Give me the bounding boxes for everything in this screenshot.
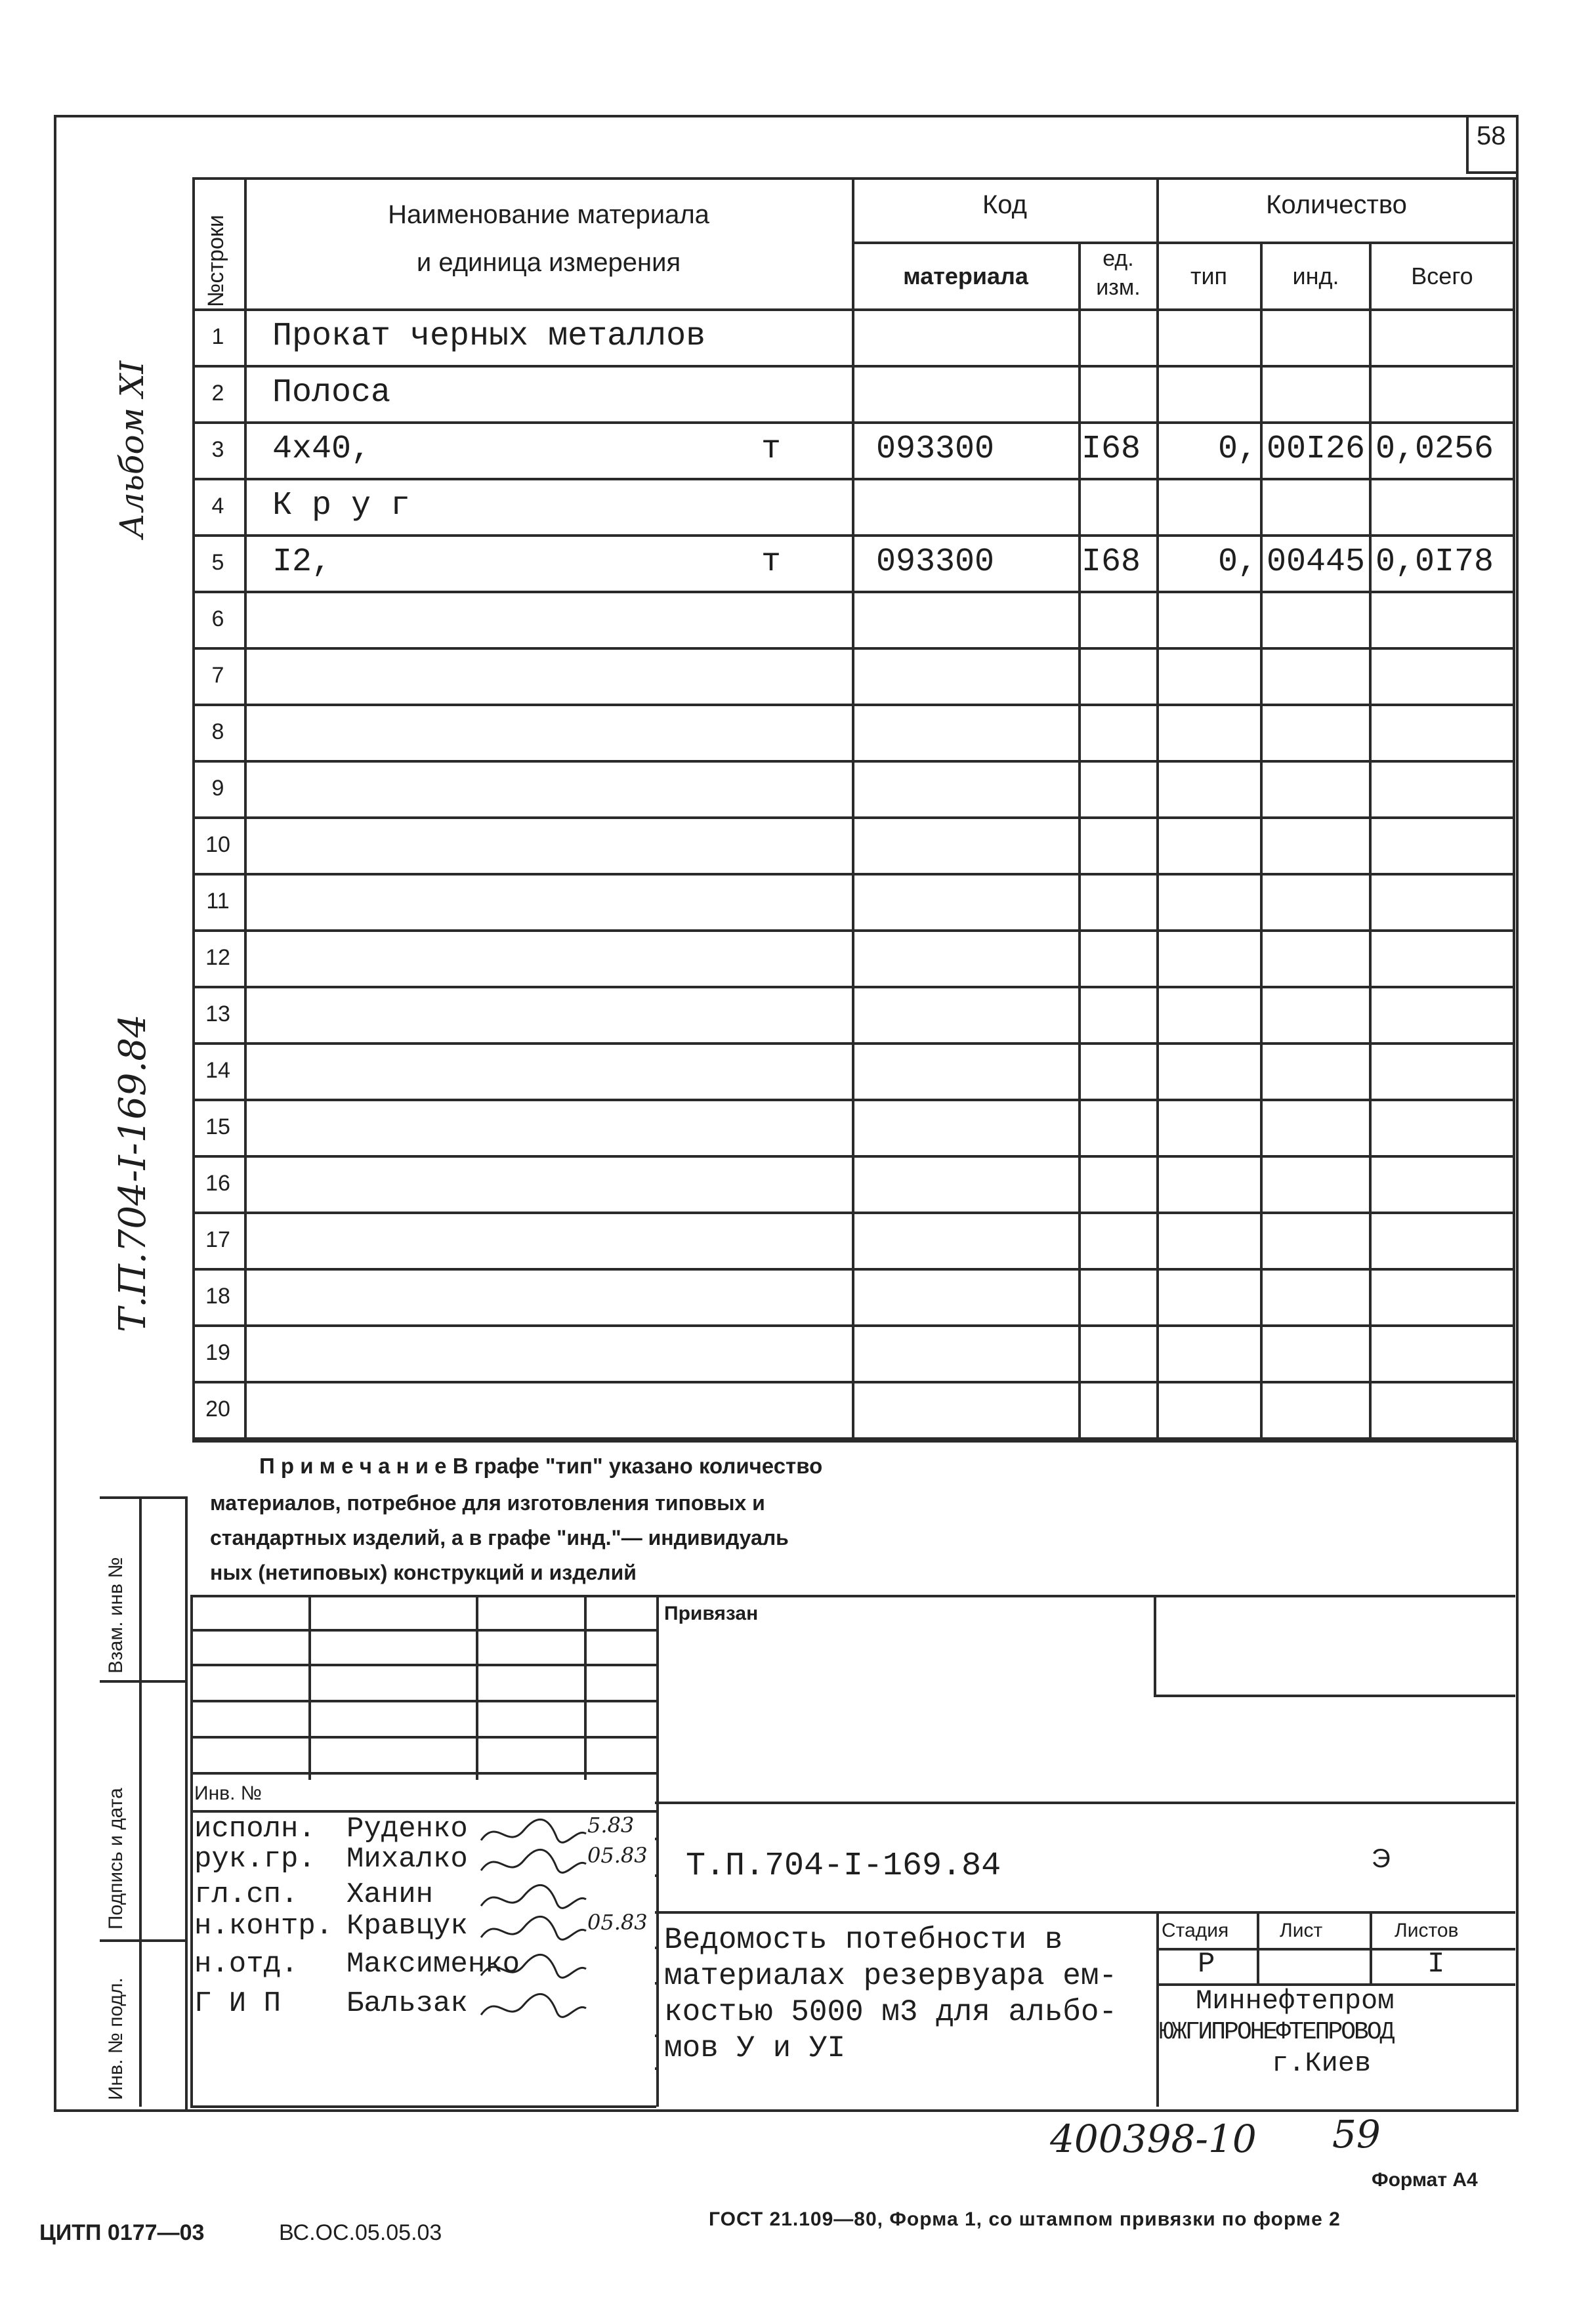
material-name: Прокат черных металлов: [272, 318, 706, 355]
row-separator: [192, 760, 1515, 763]
stamp-doc-code: Т.П.704-I-169.84: [686, 1847, 1001, 1885]
row-number: 9: [211, 776, 224, 801]
row-number: 3: [211, 437, 224, 462]
row-number: 18: [205, 1284, 230, 1309]
stamp-top-line: [190, 1595, 1515, 1597]
stamp-sheets-label: Листов: [1395, 1920, 1459, 1941]
format-label: Формат А4: [1372, 2169, 1478, 2191]
header-qty-ind: инд.: [1292, 263, 1339, 289]
side-col-replace-inv: Взам. инв №: [105, 1557, 127, 1674]
row-separator: [192, 1437, 1515, 1440]
material-name: I2,: [272, 543, 332, 581]
row-separator: [192, 421, 1515, 424]
qty-total: 0,0I78: [1376, 543, 1494, 581]
handwritten-page-number: 59: [1332, 2112, 1381, 2157]
stamp-name: Михалко: [346, 1843, 468, 1876]
stamp-name: Кравцук: [346, 1910, 468, 1943]
unit-of-measure: т: [761, 543, 782, 581]
stamp-privyazan: Привязан: [664, 1603, 759, 1624]
stamp-col-sheet: [1257, 1911, 1259, 1983]
header-sub-line: [852, 242, 1515, 244]
stamp-org-1: Миннефтепром: [1196, 1985, 1395, 2017]
stamp-date: 05.83: [587, 1910, 648, 1935]
stamp-col-sheets: [1370, 1911, 1372, 1983]
row-separator: [192, 647, 1515, 650]
row-separator: [192, 704, 1515, 706]
row-number: 15: [205, 1114, 230, 1139]
row-separator: [192, 1099, 1515, 1101]
qty-individual: 00445: [1267, 543, 1366, 581]
stamp-name: Бальзак: [346, 1987, 468, 2020]
stamp-org-3: г.Киев: [1272, 2048, 1372, 2079]
row-number: 14: [205, 1058, 230, 1083]
stamp-title-3: костью 5000 м3 для альбо-: [664, 1995, 1118, 2029]
row-number: 1: [211, 324, 224, 349]
stamp-sheets-value: I: [1427, 1948, 1445, 1981]
footer-right: ГОСТ 21.109—80, Форма 1, со штампом привязки по форме 2: [709, 2208, 1341, 2230]
material-name: Полоса: [272, 374, 391, 411]
stamp-role: Г И П: [194, 1987, 282, 2020]
header-code: Код: [982, 190, 1027, 219]
stamp-name: Максименко: [346, 1948, 520, 1981]
stamp-stage-value: Р: [1198, 1948, 1215, 1981]
stamp-doc-letter: Э: [1372, 1844, 1391, 1873]
row-separator: [192, 816, 1515, 819]
stamp-inv-no: Инв. №: [194, 1782, 262, 1804]
stamp-col-stage: [1156, 1911, 1159, 2107]
row-separator: [192, 591, 1515, 593]
header-qty-type: тип: [1190, 263, 1228, 289]
header-material-name: Наименование материала: [388, 200, 709, 229]
stamp-date: 5.83: [587, 1813, 635, 1838]
stamp-role: гл.сп.: [194, 1878, 299, 1911]
header-quantity: Количество: [1266, 190, 1407, 219]
side-col-inv-original: Инв. № подл.: [105, 1977, 127, 2100]
handwritten-archive-number: 400398-10: [1050, 2117, 1257, 2161]
stamp-org-2: ЮЖГИПРОНЕФТЕПРОВОД: [1159, 2018, 1393, 2046]
row-number: 13: [205, 1002, 230, 1026]
row-separator: [192, 929, 1515, 932]
row-separator: [192, 1268, 1515, 1271]
signature-scribble: [478, 1949, 589, 1989]
header-code-unit: ед. изм.: [1096, 246, 1141, 300]
note-line-2: материалов, потребное для изготовления типовых и: [210, 1491, 765, 1515]
row-separator: [192, 478, 1515, 480]
note-line-1: П р и м е ч а н и е В графе "тип" указано количество: [259, 1454, 823, 1478]
stamp-title-4: мов У и УI: [664, 2031, 846, 2065]
row-number: 2: [211, 381, 224, 406]
row-number: 6: [211, 606, 224, 631]
row-separator: [192, 1155, 1515, 1158]
side-stamp-sep-1: [100, 1680, 185, 1683]
stamp-date: 05.83: [587, 1843, 648, 1868]
side-stamp-divider: [139, 1496, 142, 2107]
header-row-number: №строки: [203, 215, 228, 307]
row-number: 7: [211, 663, 224, 688]
album-label: Альбом XI: [113, 360, 151, 538]
material-code: 093300: [876, 431, 995, 468]
qty-total: 0,0256: [1376, 431, 1494, 468]
stamp-role: н.контр.: [194, 1910, 333, 1943]
row-separator: [192, 1324, 1515, 1327]
signature-scribble: [478, 1844, 589, 1884]
stamp-line-c: [1154, 1695, 1515, 1697]
stamp-role: н.отд.: [194, 1948, 299, 1981]
signature-scribble: [478, 1989, 589, 2028]
row-separator: [192, 873, 1515, 875]
row-number: 17: [205, 1227, 230, 1252]
row-number: 16: [205, 1171, 230, 1196]
stamp-col-6: [1154, 1595, 1156, 1695]
page-number: 58: [1477, 121, 1506, 150]
stamp-title-2: материалах резервуара ем-: [664, 1959, 1118, 1993]
stamp-stage-label: Стадия: [1162, 1920, 1229, 1941]
stamp-name: Руденко: [346, 1813, 468, 1846]
row-separator: [192, 986, 1515, 988]
stamp-role-line-2: [190, 2105, 656, 2108]
unit-code: I68: [1082, 431, 1141, 468]
unit-code: I68: [1082, 543, 1141, 581]
row-number: 19: [205, 1340, 230, 1365]
stamp-title-1: Ведомость потебности в: [664, 1923, 1063, 1957]
row-number: 11: [206, 889, 230, 914]
row-number: 5: [211, 550, 224, 575]
qty-type: 0,: [1217, 543, 1257, 581]
side-document-code: Т.П.704-I-169.84: [112, 1014, 154, 1332]
stamp-col-5: [656, 1595, 659, 2107]
footer-middle: ВС.ОС.05.05.03: [279, 2220, 442, 2245]
row-separator: [192, 1042, 1515, 1045]
qty-type: 0,: [1217, 431, 1257, 468]
header-code-material: материала: [903, 263, 1028, 289]
row-number: 20: [205, 1397, 230, 1422]
footer-left: ЦИТП 0177—03: [39, 2220, 205, 2245]
stamp-role: исполн.: [194, 1813, 316, 1846]
material-name: К р у г: [272, 487, 411, 524]
stamp-role: рук.гр.: [194, 1843, 316, 1876]
unit-of-measure: т: [761, 431, 782, 468]
row-number: 8: [211, 719, 224, 744]
row-separator: [192, 534, 1515, 537]
row-separator: [192, 365, 1515, 368]
row-separator: [192, 1381, 1515, 1383]
note-line-3: стандартных изделий, а в графе "инд."— индивидуаль: [210, 1526, 789, 1550]
header-qty-total: Всего: [1411, 263, 1473, 289]
row-number: 4: [211, 494, 224, 518]
note-line-4: ных (нетиповых) конструкций и изделий: [210, 1561, 637, 1584]
side-stamp-sep-2: [100, 1939, 185, 1942]
signature-scribble: [478, 1911, 589, 1951]
row-number: 10: [205, 832, 230, 857]
stamp-sheet-label: Лист: [1280, 1920, 1323, 1941]
stamp-name: Ханин: [346, 1878, 434, 1911]
row-separator: [192, 1212, 1515, 1214]
material-name: 4х40,: [272, 431, 371, 468]
material-code: 093300: [876, 543, 995, 581]
side-col-signature-date: Подпись и дата: [105, 1788, 127, 1930]
row-number: 12: [205, 945, 230, 970]
qty-individual: 00I26: [1267, 431, 1366, 468]
header-material-unit: и единица измерения: [416, 248, 681, 277]
